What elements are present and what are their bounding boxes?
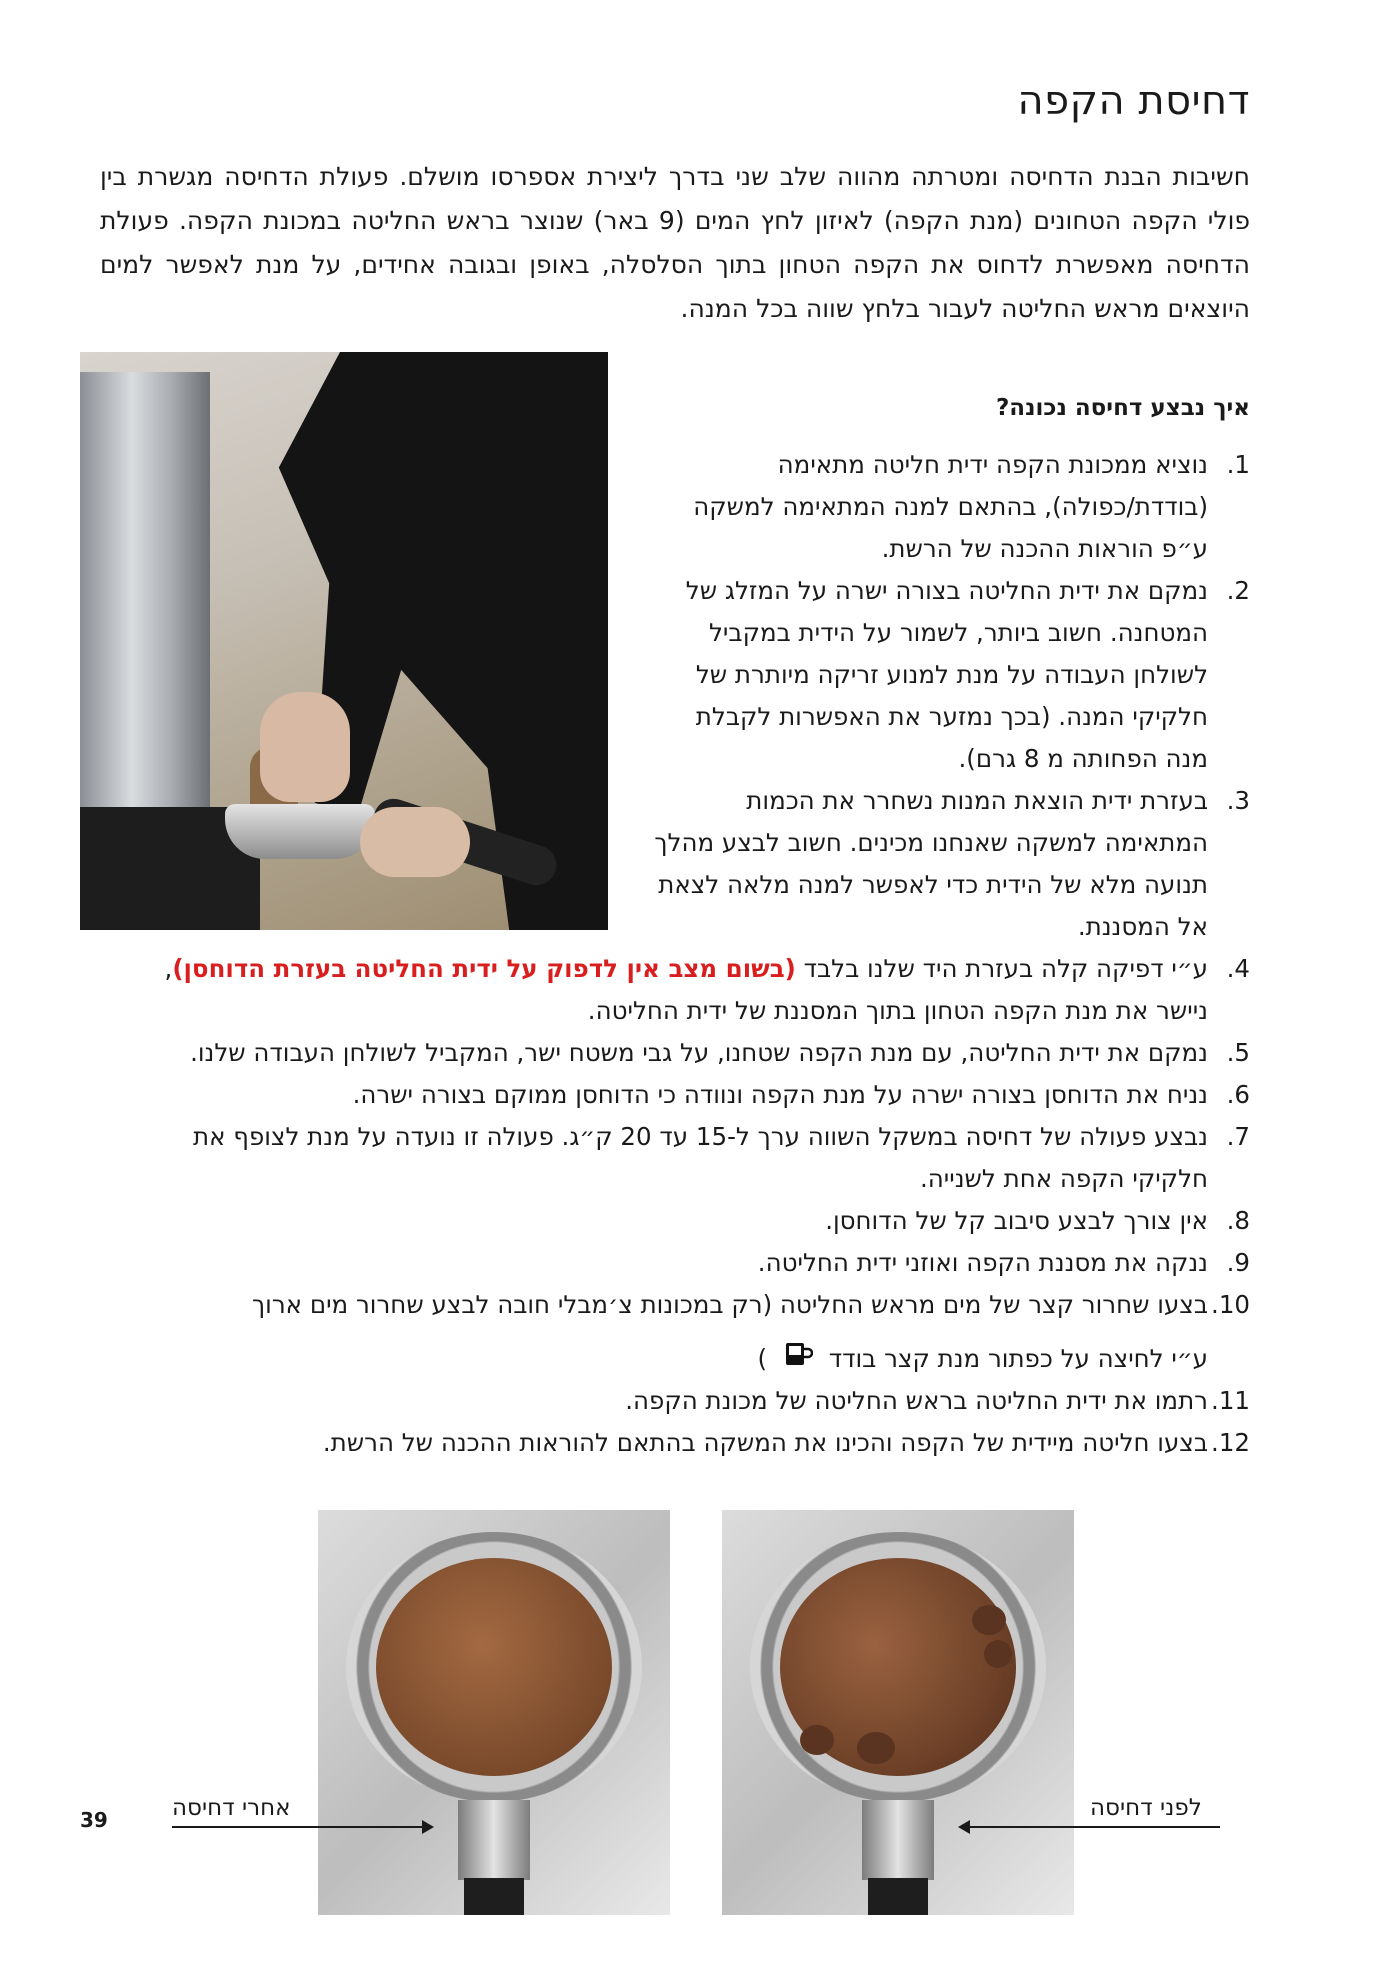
after-caption: אחרי דחיסה <box>172 1795 291 1821</box>
portafilter-grip <box>464 1878 524 1915</box>
list-item <box>120 1242 1250 1284</box>
step-text: בעזרת ידית הוצאת המנות נשחרר את הכמות המתאימה למשקה שאנחנו מכינים. חשוב לבצע מהלך תנועה מלא של הידית כדי לאפשר למנה מלאה לצאת אל המסננת. <box>654 786 1208 941</box>
step-number: 5. <box>1226 1038 1250 1067</box>
list-item <box>120 1284 1250 1380</box>
step-number: 4. <box>1226 954 1250 983</box>
coffee-clump <box>972 1605 1006 1635</box>
step-text: נמקם את ידית החליטה, עם מנת הקפה שטחנו, על גבי משטח ישר, המקביל לשולחן העבודה שלנו. <box>190 1038 1208 1067</box>
step-number: 12. <box>1211 1428 1250 1457</box>
step-text: נוציא ממכונת הקפה ידית חליטה מתאימה (בודדת/כפולה), בהתאם למנה המתאימה למשקה ע״פ הוראות ההכנה של הרשת. <box>693 450 1208 563</box>
step-number: 2. <box>1226 576 1250 605</box>
step-number: 3. <box>1226 786 1250 815</box>
step-number: 11. <box>1211 1386 1250 1415</box>
coffee-clump <box>800 1725 834 1755</box>
list-item <box>120 1422 1250 1464</box>
intro-paragraph: חשיבות הבנת הדחיסה ומטרתה מהווה שלב שני בדרך ליצירת אספרסו מושלם. פעולת הדחיסה מגשרת בין פולי הקפה הטחונים (מנת הקפה) לאיזון לחץ המים (9 באר) שנוצר בראש החליטה במכונת הקפה. פעולת הדחיסה מאפשרת לדחוס את הקפה הטחון בתוך הסלסלה, באופן ובגובה אחידים, על מנת לאפשר למים היוצאים מראש החליטה לעבור בלחץ שווה בכל המנה. <box>100 162 1251 323</box>
coffee-clump <box>857 1732 895 1764</box>
step-number: 8. <box>1226 1206 1250 1235</box>
before-caption: לפני דחיסה <box>1090 1795 1202 1821</box>
tamped-coffee <box>376 1558 612 1776</box>
step-number: 10. <box>1211 1290 1250 1319</box>
step-number: 7. <box>1226 1122 1250 1151</box>
steps-list <box>120 444 1250 1464</box>
coffee-clump <box>984 1640 1012 1668</box>
list-item <box>652 444 1250 570</box>
step-text: בצעו שחרור קצר של מים מראש החליטה (רק במכונות צ׳מבלי חובה לבצע שחרור מים ארוך <box>251 1290 1208 1319</box>
step-text: נמקם את ידית החליטה בצורה ישרה על המזלג של המטחנה. חשוב ביותר, לשמור על הידית במקביל לשולחן העבודה על מנת למנוע זריקה מיותרת של חלקיקי המנה. (בכך נמזער את האפשרות לקבלת מנה הפחותה מ 8 גרם). <box>685 576 1208 773</box>
step-text: נבצע פעולה של דחיסה במשקל השווה ערך ל-15 עד 20 ק״ג. פעולה זו נועדה על מנת לצופף את חלקיקי הקפה אחת לשנייה. <box>193 1122 1208 1193</box>
warning-text: (בשום מצב אין לדפוק על ידית החליטה בעזרת הדוחסן) <box>172 954 796 983</box>
list-item <box>120 1032 1250 1074</box>
step-text: ) <box>757 1344 768 1373</box>
step-number: 1. <box>1226 450 1250 479</box>
step-number: 9. <box>1226 1248 1250 1277</box>
portafilter-neck <box>458 1800 530 1880</box>
step-text: רתמו את ידית החליטה בראש החליטה של מכונת הקפה. <box>625 1386 1208 1415</box>
step-text: , ניישר את מנת הקפה הטחון בתוך המסננת של ידית החליטה. <box>164 954 1208 1025</box>
page-title: דחיסת הקפה <box>1017 78 1250 124</box>
before-arrow <box>968 1826 1220 1828</box>
after-tamping-photo <box>318 1510 670 1915</box>
step-text: אין צורך לבצע סיבוב קל של הדוחסן. <box>825 1206 1208 1235</box>
list-item <box>120 1074 1250 1116</box>
step-text: נניח את הדוחסן בצורה ישרה על מנת הקפה ונוודה כי הדוחסן ממוקם בצורה ישרה. <box>352 1080 1208 1109</box>
list-item <box>652 570 1250 780</box>
list-item <box>652 780 1250 948</box>
list-item <box>120 1200 1250 1242</box>
list-item <box>120 1116 1250 1200</box>
page-number: 39 <box>80 1808 108 1832</box>
portafilter-grip <box>868 1878 928 1915</box>
list-item <box>120 948 1250 1032</box>
portafilter-neck <box>862 1800 934 1880</box>
step-text: בצעו חליטה מיידית של הקפה והכינו את המשקה בהתאם להוראות ההכנה של הרשת. <box>322 1428 1208 1457</box>
step-text: ע״י דפיקה קלה בעזרת היד שלנו בלבד <box>795 954 1208 983</box>
after-arrow <box>172 1826 424 1828</box>
step-text: ננקה את מסננת הקפה ואוזני ידית החליטה. <box>757 1248 1208 1277</box>
section-subheading: איך נבצע דחיסה נכונה? <box>995 395 1250 421</box>
list-item <box>120 1380 1250 1422</box>
step-text: ע״י לחיצה על כפתור מנת קצר בודד <box>828 1344 1208 1373</box>
before-tamping-photo <box>722 1510 1074 1915</box>
step-number: 6. <box>1226 1080 1250 1109</box>
espresso-cup-icon <box>783 1341 813 1371</box>
